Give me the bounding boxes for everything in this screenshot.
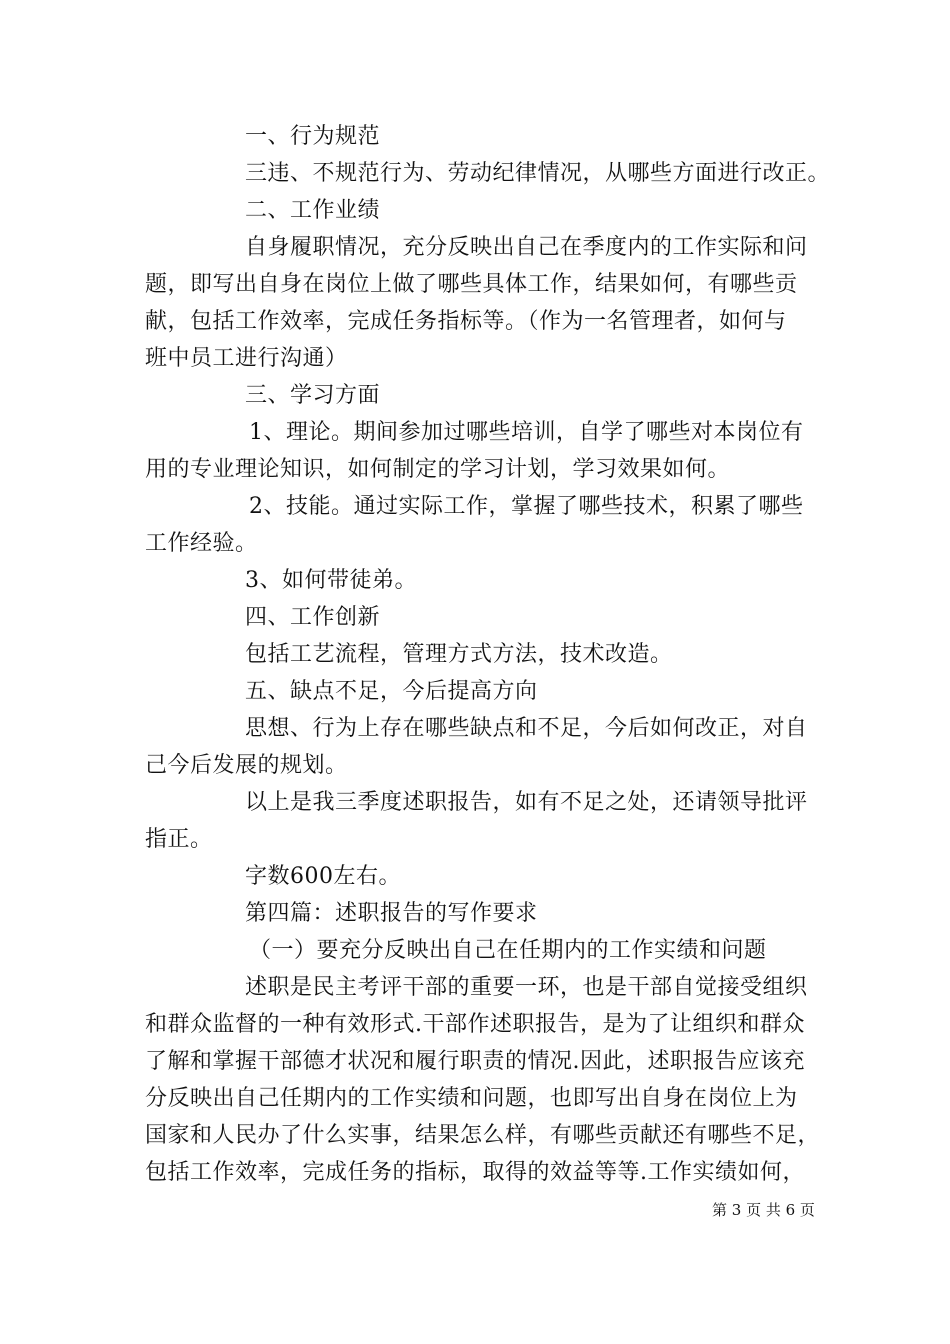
paragraph-line: 题，即写出自身在岗位上做了哪些具体工作，结果如何，有哪些贡 (145, 272, 798, 297)
paragraph-line: 献，包括工作效率，完成任务指标等。（作为一名管理者，如何与 (145, 309, 787, 334)
paragraph-line: 1、理论。期间参加过哪些培训，自学了哪些对本岗位有 (249, 420, 804, 445)
paragraph-line: 工作经验。 (145, 531, 258, 556)
paragraph-line: 国家和人民办了什么实事，结果怎么样，有哪些贡献还有哪些不足， (145, 1123, 821, 1148)
paragraph-line: 分反映出自己任期内的工作实绩和问题，也即写出自身在岗位上为 (145, 1086, 798, 1111)
paragraph-line: 述职是民主考评干部的重要一环，也是干部自觉接受组织 (245, 975, 808, 1000)
paragraph-line: 指正。 (145, 827, 213, 852)
section-heading: 二、工作业绩 (245, 198, 381, 223)
paragraph-line: 字数600左右。 (245, 864, 401, 889)
page-number: 第 3 页 共 6 页 (712, 1201, 815, 1219)
paragraph-line: 2、技能。通过实际工作，掌握了哪些技术，积累了哪些 (249, 494, 804, 519)
paragraph-line: 3、如何带徒弟。 (245, 568, 417, 593)
section-heading: 三、学习方面 (245, 383, 381, 408)
paragraph-line: 和群众监督的一种有效形式.干部作述职报告，是为了让组织和群众 (145, 1012, 805, 1037)
paragraph-line: 以上是我三季度述职报告，如有不足之处，还请领导批评 (245, 790, 808, 815)
paragraph-line: 包括工艺流程，管理方式方法，技术改造。 (245, 642, 673, 667)
paragraph-line: 自身履职情况，充分反映出自己在季度内的工作实际和问 (245, 235, 808, 260)
paragraph-line: 思想、行为上存在哪些缺点和不足，今后如何改正，对自 (245, 716, 808, 741)
section-heading: 五、缺点不足，今后提高方向 (245, 679, 538, 704)
section-heading: 一、行为规范 (245, 124, 381, 149)
paragraph-line: 三违、不规范行为、劳动纪律情况，从哪些方面进行改正。 (245, 161, 831, 186)
section-heading: （一）要充分反映出自己在任期内的工作实绩和问题 (249, 938, 767, 963)
paragraph-line: 班中员工进行沟通） (145, 346, 348, 371)
paragraph-line: 包括工作效率，完成任务的指标，取得的效益等等.工作实绩如何， (145, 1160, 805, 1185)
document-body (145, 118, 831, 1191)
paragraph-line: 己今后发展的规划。 (145, 753, 348, 778)
paragraph-line: 了解和掌握干部德才状况和履行职责的情况.因此，述职报告应该充 (145, 1049, 805, 1074)
paragraph-line: 用的专业理论知识，如何制定的学习计划，学习效果如何。 (145, 457, 731, 482)
article-title: 第四篇：述职报告的写作要求 (245, 901, 538, 926)
section-heading: 四、工作创新 (245, 605, 381, 630)
